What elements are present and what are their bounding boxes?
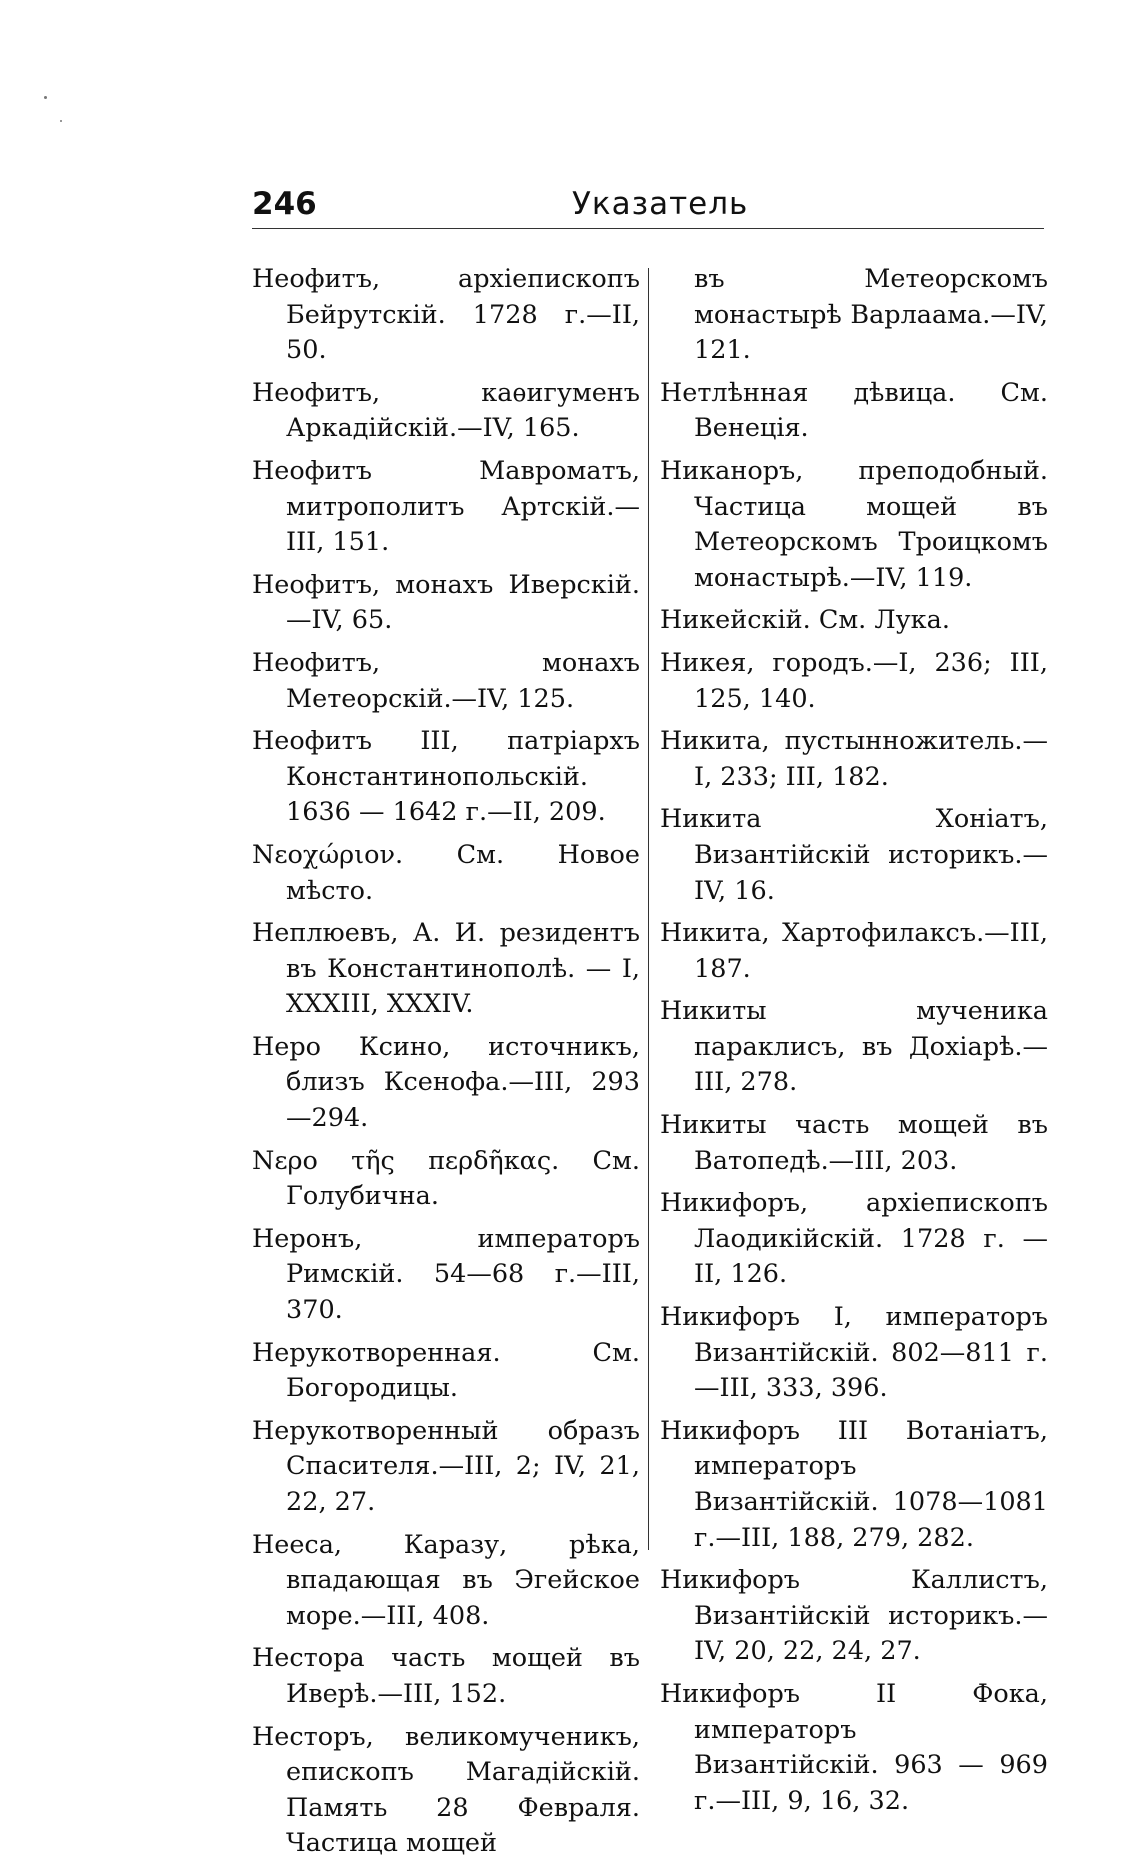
index-entry: Νερο τῆς περδῆκας. См. Голубична. [252, 1145, 640, 1212]
index-entry: Никита, пустынножитель.—I, 233; III, 182. [660, 726, 1048, 792]
index-entry: Неофитъ Мавроматъ, митрополитъ Артскій.—III, 151. [252, 455, 640, 558]
index-entry: Нестора часть мощей въ Иверѣ.—III, 152. [252, 1643, 640, 1709]
scan-speck [60, 120, 62, 122]
index-entry: Никейскій. См. Лука. [660, 605, 950, 636]
index-entry: Νεοχώριον. См. Новое мѣсто. [252, 839, 640, 906]
index-entry: Неофитъ, монахъ Иверскій.—IV, 65. [252, 569, 640, 636]
index-entry: Никиты часть мощей въ Ватопедѣ.—III, 203. [660, 1110, 1048, 1176]
index-entry: Неплюевъ, А. И. резидентъ въ Константинополѣ. — I, XXXIII, XXXIV. [252, 918, 640, 1020]
left-column [252, 262, 640, 1869]
index-entry: Нерукотворенный образъ Спасителя.—III, 2; IV, 21, 22, 27. [252, 1415, 640, 1517]
index-entry: Нетлѣнная дѣвица. См. Венеція. [660, 377, 1048, 444]
index-entry: Несторъ, великомученикъ, епископъ Магадійскій. Память 28 Февраля. Частица мощей [252, 1721, 640, 1859]
index-entry: Никифоръ Каллистъ, Византійскій историкъ.—IV, 20, 22, 24, 27. [660, 1565, 1048, 1667]
index-entry: Неофитъ, архіепископъ Бейрутскій. 1728 г.—II, 50. [252, 264, 640, 366]
index-entry: Никита, Хартофилаксъ.—III, 187. [660, 918, 1048, 984]
index-entry: Никифоръ, архіепископъ Лаодикійскій. 1728 г. — II, 126. [660, 1188, 1048, 1290]
index-entry: Никифоръ I, императоръ Византійскій. 802—811 г.—III, 333, 396. [660, 1302, 1048, 1404]
page-header [252, 186, 1044, 228]
column-divider [648, 268, 649, 1550]
scan-speck [44, 96, 47, 99]
index-entry: Никифоръ III Вотаніатъ, императоръ Византійскій. 1078—1081 г.—III, 188, 279, 282. [660, 1415, 1048, 1553]
index-entry: Нееса, Каразу, рѣка, впадающая въ Эгейское море.—III, 408. [252, 1529, 640, 1631]
index-entry: Никаноръ, преподобный. Частица мощей въ Метеорскомъ Троицкомъ монастырѣ.—IV, 119. [660, 455, 1048, 593]
index-entry: Никифоръ II Фока, императоръ Византійскій. 963 — 969 г.—III, 9, 16, 32. [660, 1678, 1048, 1816]
index-entry: Неофитъ, монахъ Метеорскій.—IV, 125. [252, 647, 640, 714]
index-entry-continuation: въ Метеорскомъ монастырѣ Варлаама.—IV, 121. [694, 264, 1048, 366]
page-number: 246 [252, 186, 317, 222]
index-entry: Никея, городъ.—I, 236; III, 125, 140. [660, 647, 1048, 714]
index-entry: Нерукотворенная. См. Богородицы. [252, 1337, 640, 1404]
index-entry: Никита Хоніатъ, Византійскій историкъ.—IV, 16. [660, 804, 1048, 906]
index-entry: Неронъ, императоръ Римскій. 54—68 г.—III, 370. [252, 1223, 640, 1326]
running-head: Указатель [572, 186, 749, 222]
index-entry: Неофитъ, каѳигуменъ Аркадійскій.—IV, 165. [252, 377, 640, 444]
index-entry: Неро Ксино, источникъ, близъ Ксенофа.—III, 293—294. [252, 1031, 640, 1134]
index-entry: Неофитъ III, патріархъ Константинопольскій. 1636 — 1642 г.—II, 209. [252, 726, 640, 828]
index-entry: Никиты мученика параклисъ, въ Дохіарѣ.—III, 278. [660, 996, 1048, 1098]
right-column [660, 262, 1048, 1826]
header-rule [252, 228, 1044, 229]
